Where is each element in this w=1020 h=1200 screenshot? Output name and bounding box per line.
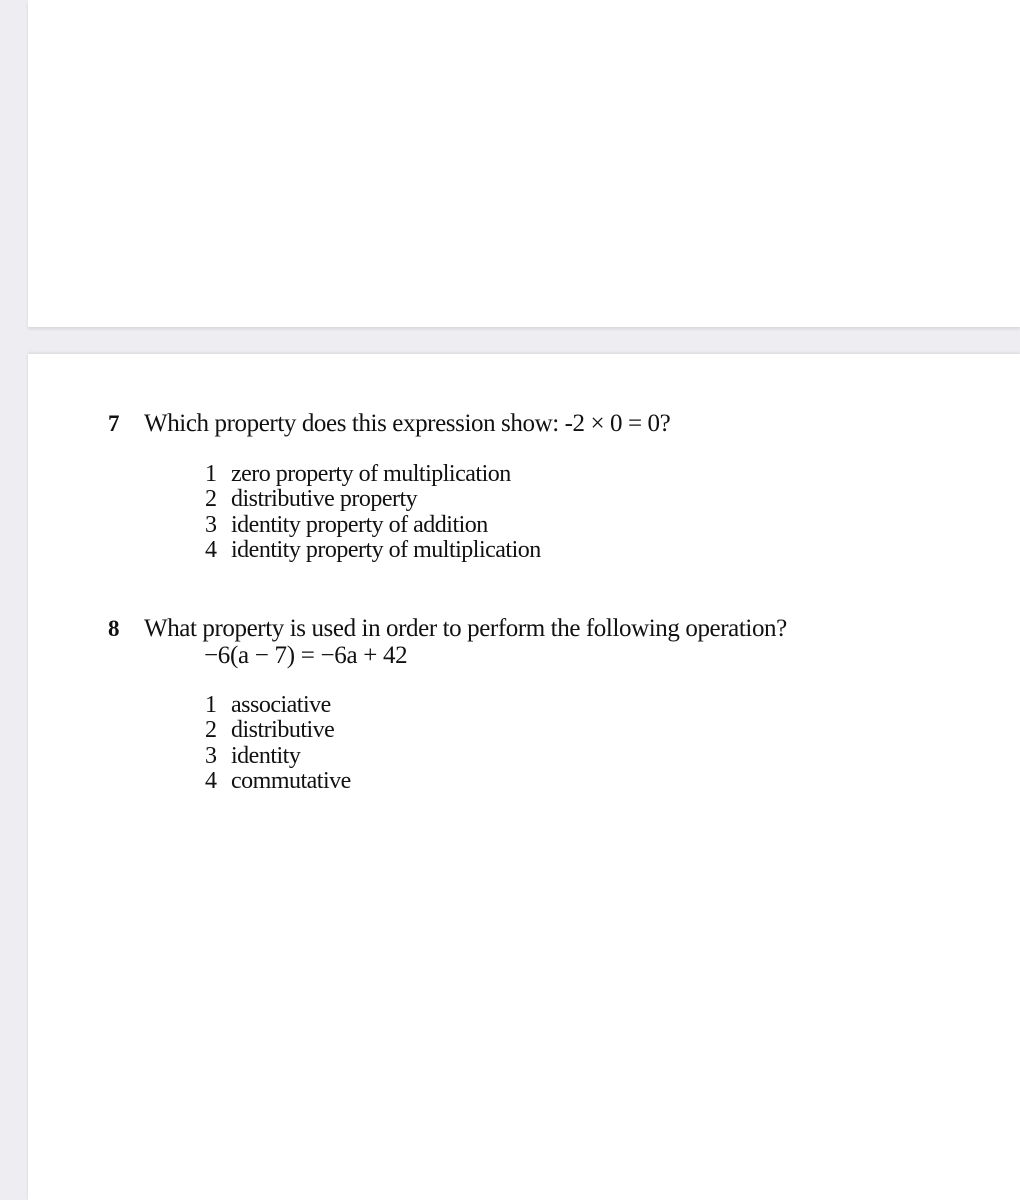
- question-7-choice-1: [205, 462, 541, 487]
- question-8-choice-1: [205, 693, 351, 718]
- question-8-choice-2: [205, 718, 351, 743]
- question-7-choice-4: [205, 538, 541, 563]
- question-8-choices: [205, 693, 351, 794]
- choice-text: distributive: [231, 717, 335, 744]
- choice-number: 2: [205, 717, 217, 744]
- choice-text: zero property of multiplication: [231, 461, 511, 487]
- question-7-stem: [108, 409, 988, 439]
- question-8-text: What property is used in order to perform the following operation?: [144, 615, 787, 642]
- choice-text: associative: [231, 692, 331, 718]
- choice-number: 4: [205, 536, 217, 563]
- question-7: [108, 409, 988, 563]
- choice-text: identity: [231, 742, 301, 769]
- choice-number: 1: [205, 692, 217, 718]
- choice-number: 4: [205, 767, 217, 794]
- choice-number: 3: [205, 511, 217, 538]
- question-8-number: 8: [108, 616, 120, 641]
- question-7-choices: [205, 462, 541, 563]
- question-7-number: 7: [108, 411, 120, 436]
- choice-number: 3: [205, 742, 217, 769]
- question-8-choice-4: [205, 769, 351, 794]
- question-7-choice-2: [205, 487, 541, 512]
- previous-page: [28, 0, 1020, 327]
- question-8-choice-3: [205, 744, 351, 769]
- choice-text: identity property of multiplication: [231, 536, 541, 563]
- question-8-expression: −6(a − 7) = −6a + 42: [204, 642, 408, 669]
- choice-text: identity property of addition: [231, 511, 488, 538]
- choice-number: 1: [205, 461, 217, 487]
- question-8-stem: [108, 614, 988, 644]
- question-7-choice-3: [205, 513, 541, 538]
- choice-text: commutative: [231, 767, 351, 794]
- question-7-text: Which property does this expression show: -2 × 0 = 0?: [144, 410, 671, 437]
- choice-text: distributive property: [231, 486, 418, 513]
- current-page: [28, 354, 1020, 1200]
- choice-number: 2: [205, 486, 217, 513]
- question-8: [108, 614, 988, 794]
